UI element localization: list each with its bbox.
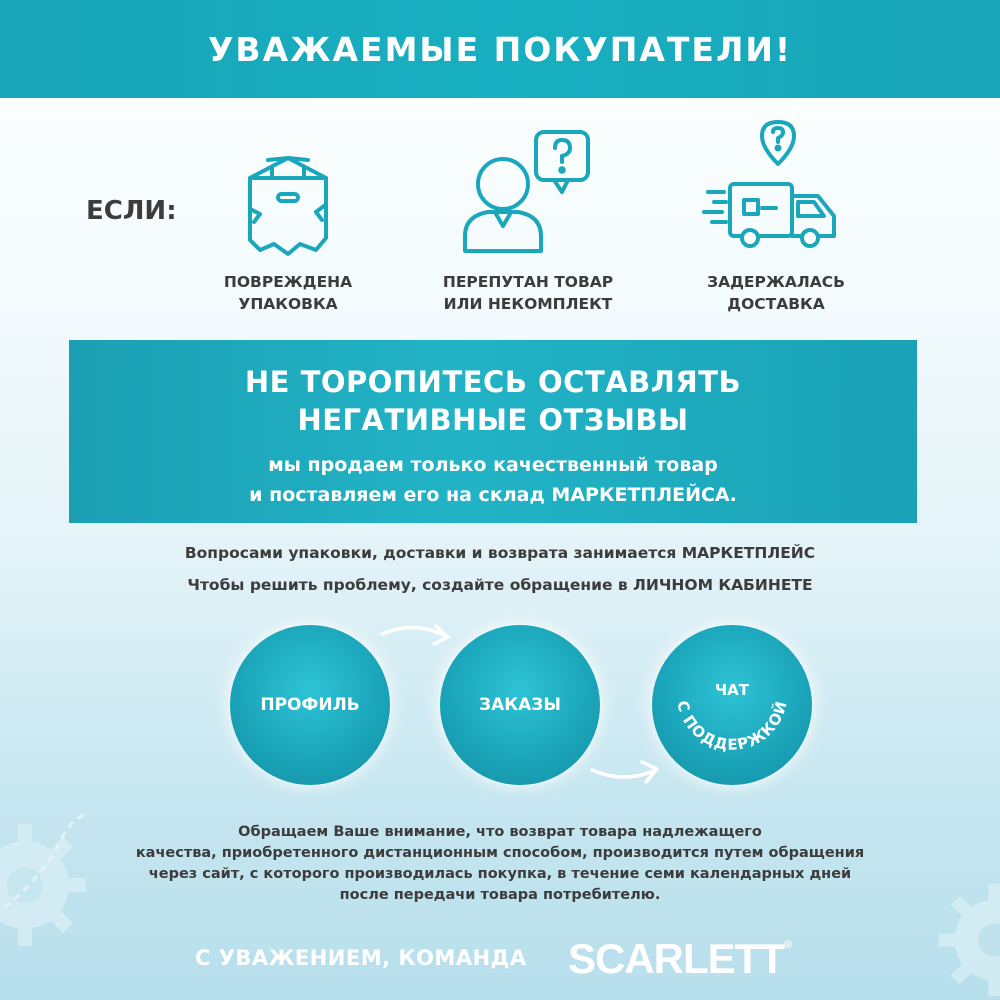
step-support-chat[interactable] <box>652 625 812 785</box>
person-question-icon <box>458 126 598 261</box>
support-chat-label: ЧАТ <box>715 681 749 699</box>
banner-headline: НЕ ТОРОПИТЕСЬ ОСТАВЛЯТЬ НЕГАТИВНЫЕ ОТЗЫВЫ <box>244 365 742 437</box>
banner-subline: мы продаем только качественный товар и поставляем его на склад МАРКЕТПЛЕЙСА. <box>249 454 737 506</box>
return-policy-notice: Обращаем Ваше внимание, что возврат товара надлежащего качества, приобретенного дистанционным способом, производится путем обращения через сайт, с которого производилась покупка, в течение семи календарных дней после передачи товара потребителю. <box>135 824 865 903</box>
intro-label: ЕСЛИ: <box>86 196 177 226</box>
info-line-cabinet: Чтобы решить проблему, создайте обращение в ЛИЧНОМ КАБИНЕТЕ <box>187 576 813 594</box>
issue-caption-wrong-item: ПЕРЕПУТАН ТОВАР ИЛИ НЕКОМПЛЕКТ <box>442 273 614 313</box>
svg-text:С ПОДДЕРЖКОЙ <box>673 698 790 754</box>
support-chat-arc-label: С ПОДДЕРЖКОЙ <box>673 698 791 754</box>
page-title: УВАЖАЕМЫЕ ПОКУПАТЕЛИ! <box>207 29 793 69</box>
header-banner <box>0 0 1000 98</box>
damaged-box-icon <box>238 150 338 260</box>
warning-banner <box>69 340 917 523</box>
footer-signature: С УВАЖЕНИЕМ, КОМАНДА <box>195 946 527 970</box>
issue-caption-packaging: ПОВРЕЖДЕНА УПАКОВКА <box>223 273 353 313</box>
arrow-icon <box>378 618 458 658</box>
gear-icon <box>935 880 1000 1000</box>
step-orders[interactable]: ЗАКАЗЫ <box>440 625 600 785</box>
brand-logo: SCARLETT® <box>568 935 792 982</box>
info-line-marketplace: Вопросами упаковки, доставки и возврата занимается МАРКЕТПЛЕЙС <box>184 544 816 562</box>
step-profile[interactable]: ПРОФИЛЬ <box>230 625 390 785</box>
delivery-truck-icon <box>700 118 845 258</box>
issue-caption-delivery: ЗАДЕРЖАЛАСЬ ДОСТАВКА <box>707 273 845 313</box>
